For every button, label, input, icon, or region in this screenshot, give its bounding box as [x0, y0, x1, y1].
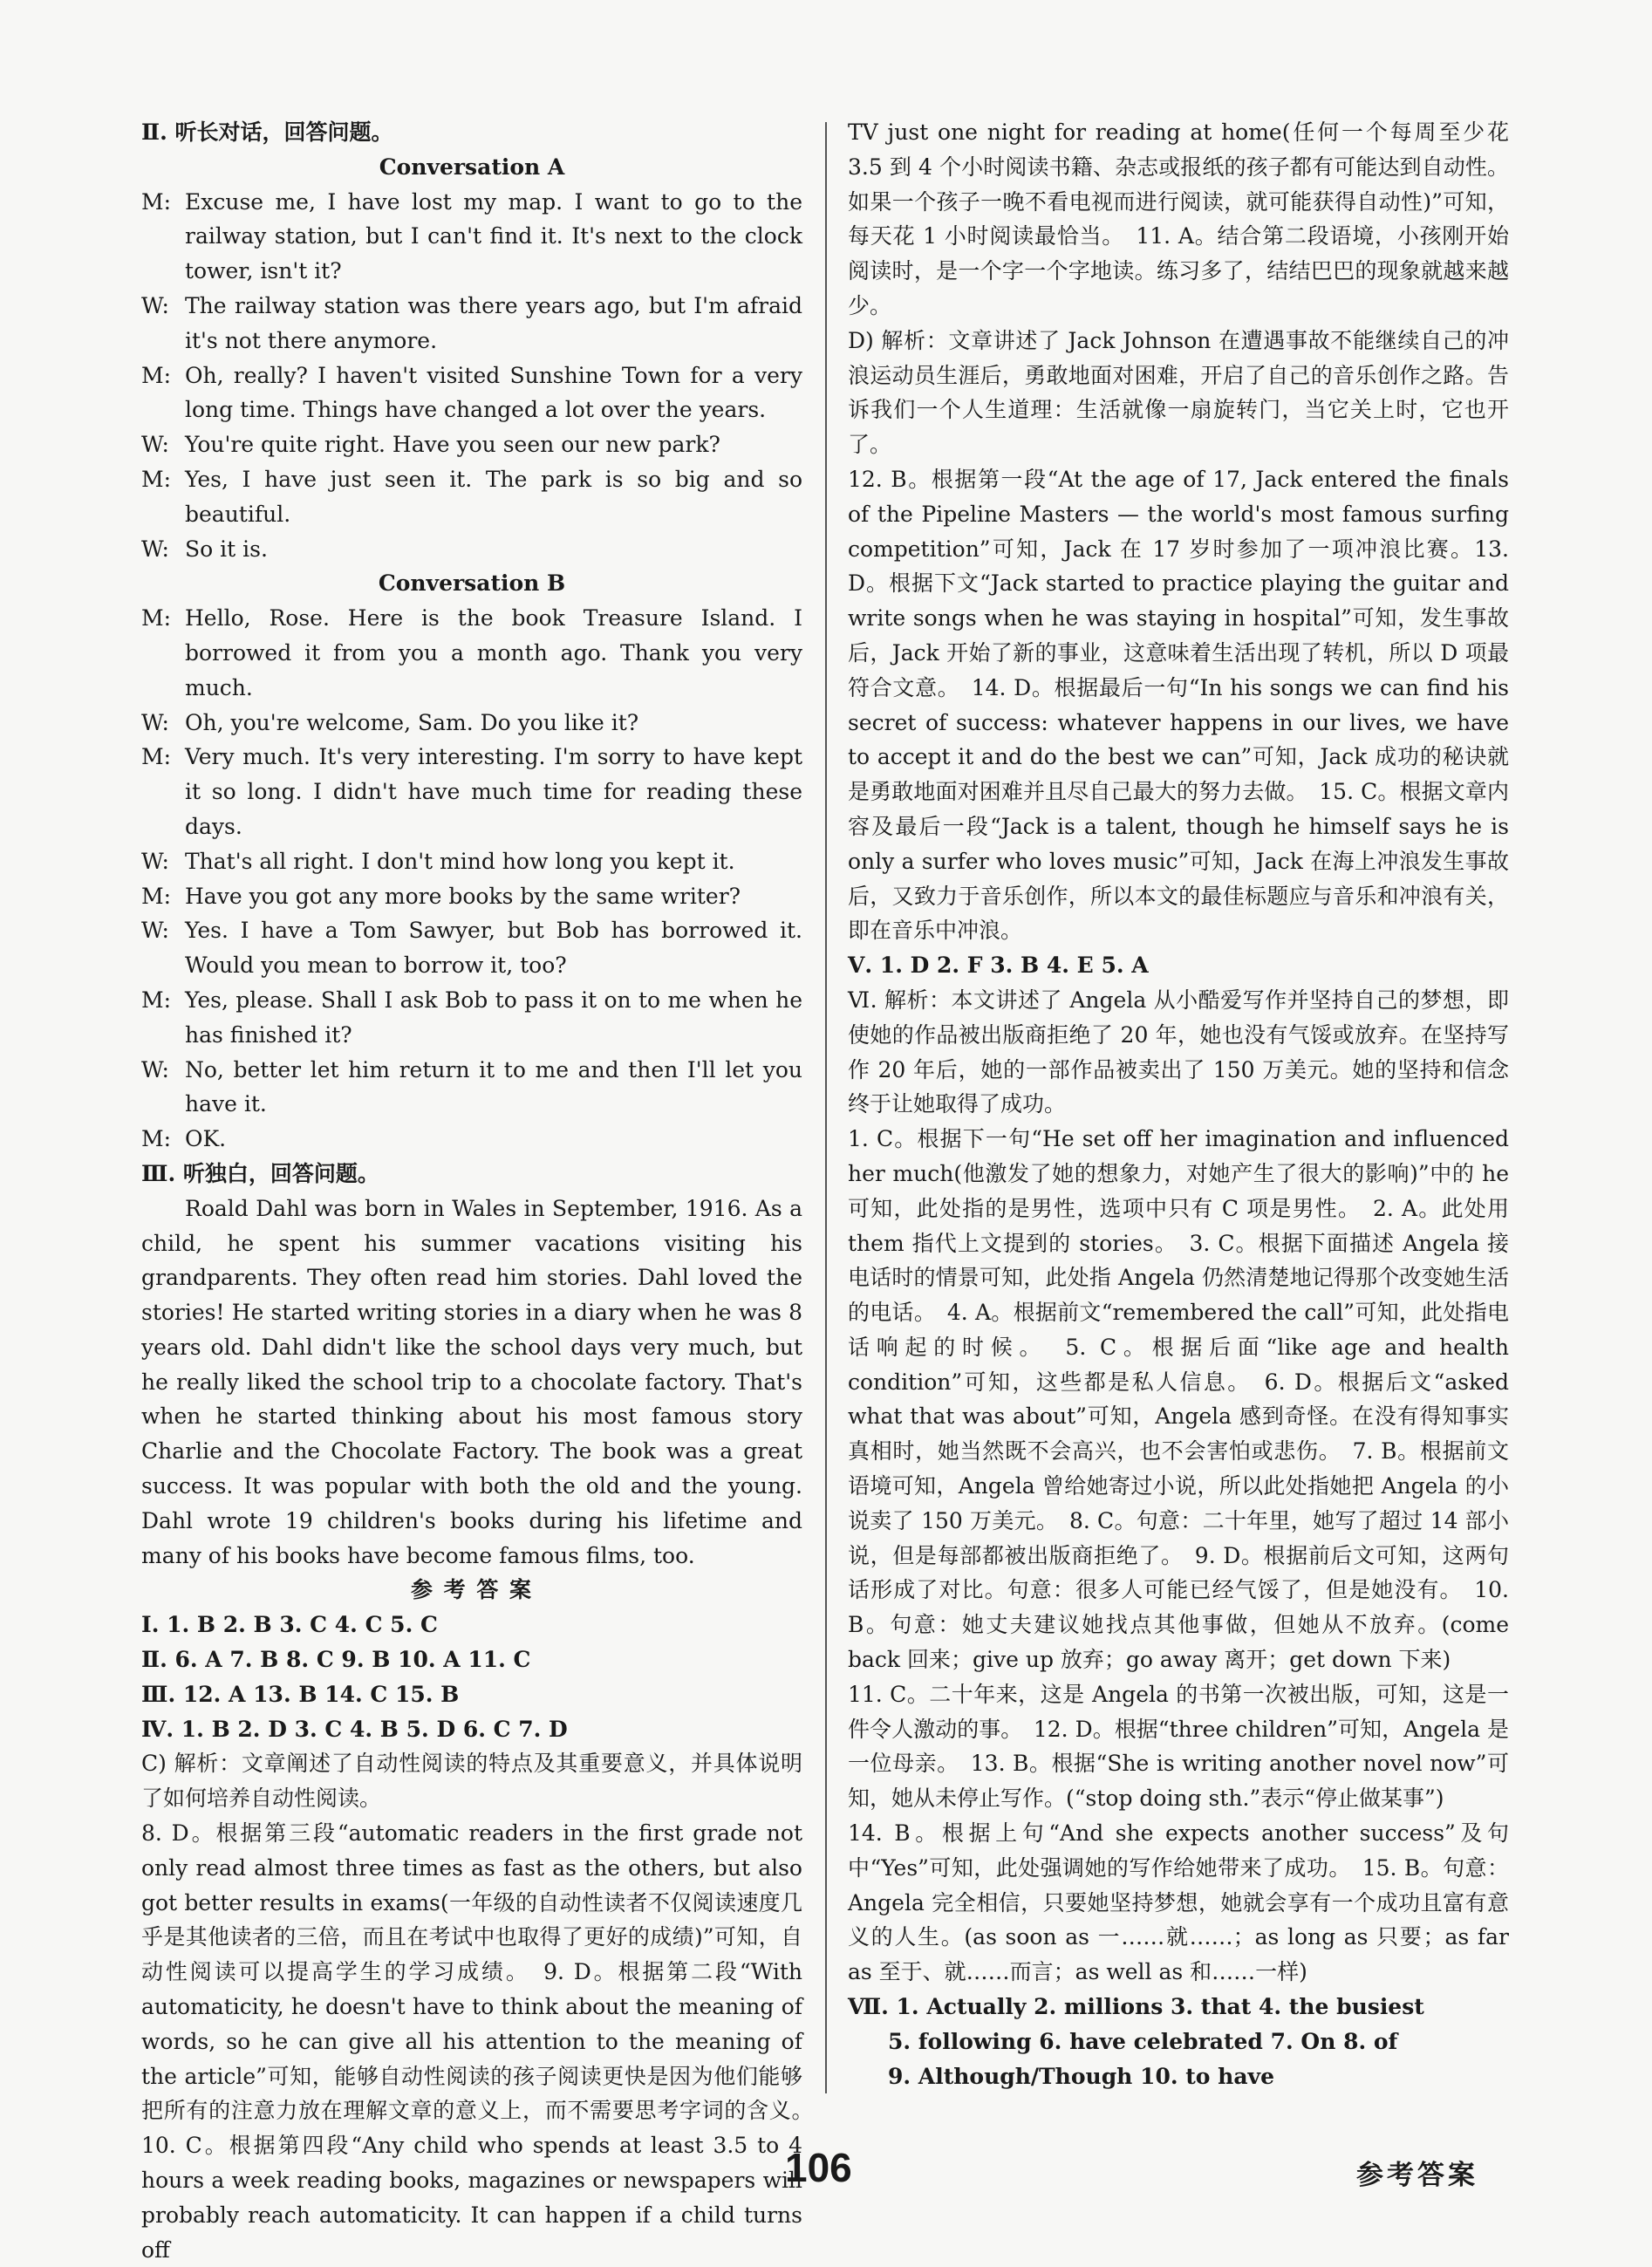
speaker-label: M: — [141, 883, 172, 909]
speaker-label: M: — [141, 987, 172, 1013]
speaker-label: M: — [141, 605, 172, 632]
convB-line — [141, 844, 802, 879]
speaker-label: M: — [141, 188, 172, 215]
speaker-text: Yes. I have a Tom Sawyer, but Bob has borrowed it. Would you mean to borrow it, too? — [185, 918, 802, 979]
speaker-text: No, better let him return it to me and then I'll let you have it. — [185, 1056, 802, 1117]
speaker-label: M: — [141, 1126, 172, 1152]
passage-d-explanation: D) 解析：文章讲述了 Jack Johnson 在遭遇事故不能继续自己的冲浪运动员生涯后，勇敢地面对困难，开启了自己的音乐创作之路。告诉我们一个人生道理：生活就像一扇旋转门，当它关上时，它也开了。 — [848, 327, 1509, 458]
answers-part-2: Ⅱ. 6. A 7. B 8. C 9. B 10. A 11. C — [141, 1647, 531, 1673]
convA-line — [141, 289, 802, 358]
speaker-label: W: — [141, 292, 169, 318]
conversation-b-title: Conversation B — [378, 570, 566, 597]
speaker-label: W: — [141, 432, 169, 458]
answers-part-7-line-3: 9. Although/Though 10. to have — [888, 2063, 1274, 2089]
convA-line — [141, 532, 802, 567]
speaker-text: OK. — [185, 1126, 227, 1152]
passage-d-items: 12. B。根据第一段“At the age of 17, Jack entered the finals of the Pipeline Masters — the world's most famous surfing competition”可知，Jack 在 17 岁时参加了一项冲浪比赛。13. D。根据下文“Jack started to practice playing the guitar and write songs when he was staying in hospital”可知，发生事故后，Jack 开始了新的事业，这意味着生活出现了转机，所以 D 项最符合文意。 14. D。根据最后一句“In his songs we can find his secret of success: whatever happens in our lives, we have to accept it and do the best we can”可知，Jack 成功的秘诀就是勇敢地面对困难并且尽自己最大的努力去做。 15. C。根据文章内容及最后一段“Jack is a talent, though he himself says he is only a surfer who loves music”可知，Jack 在海上冲浪发生事故后，又致力于音乐创作，所以本文的最佳标题应与音乐和冲浪有关，即在音乐中冲浪。 — [848, 466, 1509, 944]
speaker-text: Excuse me, I have lost my map. I want to go to the railway station, but I can't find it. It's next to the clock tower, isn't it? — [185, 188, 802, 284]
speaker-text: So it is. — [185, 536, 268, 562]
convA-line — [141, 185, 802, 289]
speaker-text: That's all right. I don't mind how long you kept it. — [185, 848, 735, 874]
speaker-text: Hello, Rose. Here is the book Treasure Island. I borrowed it from you a month ago. Thank you very much. — [185, 605, 802, 700]
convB-line — [141, 879, 802, 914]
page-number: 106 — [785, 2145, 852, 2190]
speaker-label: W: — [141, 536, 169, 562]
speaker-text: You're quite right. Have you seen our new park? — [185, 432, 720, 458]
speaker-label: W: — [141, 1056, 169, 1082]
speaker-label: W: — [141, 918, 169, 944]
convB-line — [141, 1122, 802, 1157]
right-column — [848, 115, 1509, 2093]
conversation-b — [141, 601, 802, 1157]
part-6-explanation: Ⅵ. 解析：本文讲述了 Angela 从小酷爱写作并坚持自己的梦想，即使她的作品被出版商拒绝了 20 年，她也没有气馁或放弃。在坚持写作 20 年后，她的一部作品被卖出了 150 万美元。她的坚持和信念终于让她取得了成功。 — [848, 987, 1509, 1117]
conversation-a-title: Conversation A — [379, 154, 565, 180]
part-6-items-2: 11. C。二十年来，这是 Angela 的书第一次被出版，可知，这是一件令人激动的事。 12. D。根据“three children”可知，Angela 是一位母亲。 13. B。根据“She is writing another novel now”可知，她从未停止写作。(“stop doing sth.”表示“停止做某事”) — [848, 1681, 1509, 1812]
convA-line — [141, 427, 802, 462]
speaker-text: Oh, really? I haven't visited Sunshine Town for a very long time. Things have changed a lot over the years. — [185, 362, 802, 423]
answers-part-3: Ⅲ. 12. A 13. B 14. C 15. B — [141, 1681, 460, 1707]
speaker-label: W: — [141, 848, 169, 874]
speaker-label: W: — [141, 709, 169, 735]
speaker-text: Very much. It's very interesting. I'm sorry to have kept it so long. I didn't have much time for reading these days. — [185, 744, 802, 839]
conversation-a — [141, 185, 802, 567]
convA-line — [141, 358, 802, 428]
convA-line — [141, 462, 802, 532]
convB-line — [141, 740, 802, 843]
speaker-label: M: — [141, 466, 172, 492]
convB-line — [141, 983, 802, 1053]
column-divider — [825, 122, 827, 2093]
convB-line — [141, 913, 802, 983]
speaker-text: Have you got any more books by the same writer? — [185, 883, 741, 909]
speaker-label: M: — [141, 744, 172, 770]
part-6-items-3: 14. B。根据上句“And she expects another success”及句中“Yes”可知，此处强调她的写作给她带来了成功。 15. B。句意：Angela 完全相信，只要她坚持梦想，她就会享有一个成功且富有意义的人生。(as soon as 一……就……；as long as 只要；as far as 至于、就……而言；as well as 和……一样) — [848, 1820, 1509, 1985]
passage-c-continued: TV just one night for reading at home(任何一个每周至少花 3.5 到 4 个小时阅读书籍、杂志或报纸的孩子都有可能达到自动性。如果一个孩子一晚不看电视而进行阅读，就可能获得自动性)”可知，每天花 1 小时阅读最恰当。 11. A。结合第二段语境，小孩刚开始阅读时，是一个字一个字地读。练习多了，结结巴巴的现象就越来越少。 — [848, 119, 1509, 318]
answers-part-4: Ⅳ. 1. B 2. D 3. C 4. B 5. D 6. C 7. D — [141, 1716, 568, 1742]
monologue-text: Roald Dahl was born in Wales in September, 1916. As a child, he spent his summer vacations visiting his grandparents. They often read him stories. Dahl loved the stories! He started writing stories in a diary when he was 8 years old. Dahl didn't like the school days very much, but he really liked the school trip to a chocolate factory. That's when he started thinking about his most famous story Charlie and the Chocolate Factory. The book was a great success. It was popular with both the old and the young. Dahl wrote 19 children's books during his lifetime and many of his books have become famous films, too. — [141, 1195, 802, 1568]
convB-line — [141, 706, 802, 741]
speaker-text: Yes, please. Shall I ask Bob to pass it on to me when he has finished it? — [185, 987, 802, 1048]
passage-c-explanation: C) 解析：文章阐述了自动性阅读的特点及其重要意义，并具体说明了如何培养自动性阅读。 — [141, 1751, 802, 1812]
speaker-text: The railway station was there years ago, but I'm afraid it's not there anymore. — [185, 292, 802, 353]
answers-part-1: Ⅰ. 1. B 2. B 3. C 4. C 5. C — [141, 1612, 438, 1638]
speaker-label: M: — [141, 362, 172, 388]
part-6-items: 1. C。根据下一句“He set off her imagination and influenced her much(他激发了她的想象力，对她产生了很大的影响)”中的 he 可知，此处指的是男性，选项中只有 C 项是男性。 2. A。此处用 them 指代上文提到的 stories。 3. C。根据下面描述 Angela 接电话时的情景可知，此处指 Angela 仍然清楚地记得那个改变她生活的电话。 4. A。根据前文“remembered the call”可知，此处指电话响起的时候。 5. C。根据后面“like age and health condition”可知，这些都是私人信息。 6. D。根据后文“asked what that was about”可知，Angela 感到奇怪。在没有得知事实真相时，她当然既不会高兴，也不会害怕或悲伤。 7. B。根据前文语境可知，Angela 曾给她寄过小说，所以此处指她把 Angela 的小说卖了 150 万美元。 8. C。句意：二十年里，她写了超过 14 部小说，但是每部都被出版商拒绝了。 9. D。根据前后文可知，这两句话形成了对比。句意：很多人可能已经气馁了，但是她没有。 10. B。句意：她丈夫建议她找点其他事做，但她从不放弃。(come back 回来；give up 放弃；go away 离开；get down 下来) — [848, 1126, 1509, 1673]
answers-part-5: Ⅴ. 1. D 2. F 3. B 4. E 5. A — [848, 953, 1149, 979]
answers-part-7-line-2: 5. following 6. have celebrated 7. On 8. of — [888, 2028, 1398, 2054]
answers-title: 参 考 答 案 — [410, 1577, 534, 1603]
section-3-title: Ⅲ. 听独白，回答问题。 — [141, 1160, 379, 1186]
footer-label: 参考答案 — [1356, 2160, 1478, 2191]
speaker-text: Oh, you're welcome, Sam. Do you like it? — [185, 709, 639, 735]
speaker-text: Yes, I have just seen it. The park is so big and so beautiful. — [185, 466, 802, 527]
section-2-title: Ⅱ. 听长对话，回答问题。 — [141, 119, 393, 145]
convB-line — [141, 601, 802, 705]
passage-c-items: 8. D。根据第三段“automatic readers in the first grade not only read almost three times as fast as the others, but also got better results in exams(一年级的自动性读者不仅阅读速度几乎是其他读者的三倍，而且在考试中也取得了更好的成绩)”可知，自动性阅读可以提高学生的学习成绩。 9. D。根据第二段“With automaticity, he doesn't have to think about the meaning of words, so he can give all his attention to the meaning of the article”可知，能够自动性阅读的孩子阅读更快是因为他们能够把所有的注意力放在理解文章的意义上，而不需要思考字词的含义。 10. C。根据第四段“Any child who spends at least 3.5 to 4 hours a week reading books, magazines or newspapers will probably reach automaticity. It can happen if a child turns off — [141, 1820, 825, 2263]
convB-line — [141, 1053, 802, 1123]
answers-part-7-line-1: Ⅶ. 1. Actually 2. millions 3. that 4. the busiest — [848, 1994, 1424, 2020]
